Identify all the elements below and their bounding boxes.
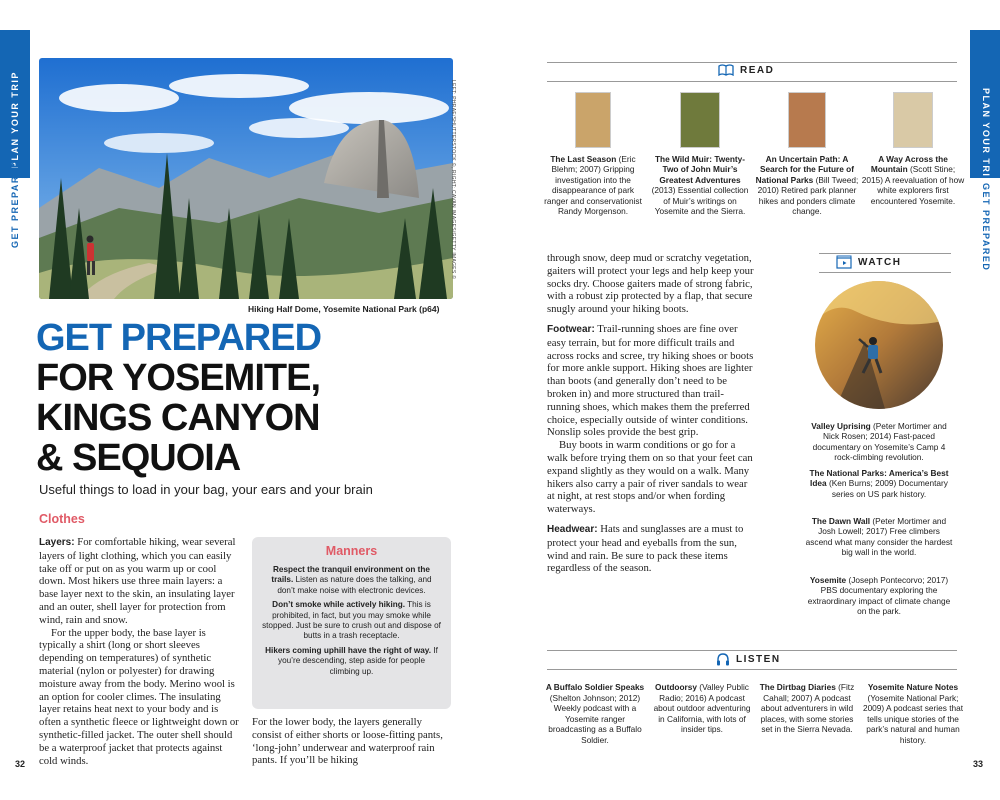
book-item [648, 92, 752, 216]
headphones-icon [716, 653, 730, 666]
photo-credit: LEFT: PHRAE/SHUTTERSTOCK ©, RIGHT: CAVAN IMAGES/GETTY IMAGES © [450, 80, 456, 280]
podcast-title: Outdoorsy [655, 682, 697, 692]
page-number-left: 32 [15, 759, 26, 769]
headwear-lead: Headwear: [547, 523, 598, 535]
title-line-2: FOR YOSEMITE, [36, 357, 321, 399]
headwear-paragraph [547, 523, 757, 575]
lower-body-paragraph: For the lower body, the layers generally consist of either shorts or loose-fitting pants, ‘long-john’ underwear and waterproof rain pants. If you’ll be hiking [252, 716, 443, 767]
watch-desc: (Peter Mortimer and Josh Lowell; 2017) Free climbers ascend what many consider the hardest big wall in the world. [805, 516, 953, 558]
watch-item [805, 421, 953, 463]
watch-title: The Dawn Wall [811, 516, 871, 526]
book-cover [680, 92, 720, 148]
manners-item: Don’t smoke while actively hiking. This is prohibited, in fact, but you may smoke while stopped. Just be sure to crush out and dispose of butts in a trash receptacle. [262, 600, 441, 641]
lower-body-text [252, 716, 448, 767]
book-cover [788, 92, 826, 148]
book-desc: (Scott Stine; 2015) A reevaluation of how white explorers first encountered Yosemite. [861, 164, 965, 206]
watch-title: The National Parks: America’s Best Idea [809, 468, 949, 489]
book-cover [893, 92, 933, 148]
watch-item [805, 575, 953, 617]
manners-item: Respect the tranquil environment on the trails. Listen as nature does the talking, and don’t make noise with electronic devices. [271, 565, 432, 595]
page-title [36, 318, 321, 478]
watch-item [805, 516, 953, 558]
layers-lead: Layers: [39, 537, 75, 548]
read-label [712, 64, 780, 76]
climber-photo [815, 281, 943, 409]
podcast-desc: (Valley Public Radio; 2016) A podcast about outdoor adventuring in California, with lots of insider tips. [653, 682, 751, 735]
headwear-text: Hats and sunglasses are a must to protect your head and eyeballs from the sun, wind and rain. Be sure to pack these items regardless of the season. [547, 522, 744, 575]
photo-caption: Hiking Half Dome, Yosemite National Park (p64) [248, 304, 440, 314]
podcast-title: The Dirtbag Diaries [759, 682, 836, 692]
book-item [541, 92, 645, 216]
read-rule-top [547, 62, 957, 63]
clothes-heading: Clothes [39, 512, 85, 526]
manners-heading: Manners [325, 544, 378, 558]
read-rule-bottom [547, 81, 957, 82]
side-tab-left [0, 30, 30, 248]
book-title: An Uncertain Path: A Search for the Future of National Parks [755, 154, 855, 185]
layers-paragraph [39, 536, 241, 627]
watch-desc: (Peter Mortimer and Nick Rosen; 2014) Fast-paced documentary on Yosemite’s Camp 4 rock-climbing revolution. [812, 421, 947, 463]
podcast-desc: (Shelton Johnson; 2012) Weekly podcast with a Yosemite ranger broadcasting as a Buffalo Soldier. [548, 692, 642, 745]
clothes-text-column [39, 536, 241, 767]
listen-rule-top [547, 650, 957, 651]
page-number-right: 33 [973, 759, 984, 769]
boots-paragraph: Buy boots in warm conditions or go for a walk before trying them on so that your feet can expand slightly as they would on a walk. Many hikers also carry a pair of river sandals to wear at night, at rest stops and/or when fording waterways. [547, 439, 753, 516]
podcast-desc: (Fitz Cahall; 2007) A podcast about adventurers in wild places, with some stories set in the Sierra Nevada. [760, 682, 855, 735]
book-desc: (2013) Essential collection of Muir’s writings on Yosemite and the Sierra. [651, 185, 749, 217]
page-subtitle: Useful things to load in your bag, your ears and your brain [39, 482, 373, 497]
book-title: The Last Season [550, 154, 617, 164]
watch-desc: (Ken Burns; 2009) Documentary series on US park history. [826, 478, 948, 499]
podcast-item [755, 682, 859, 735]
book-item [755, 92, 859, 216]
watch-label-text: WATCH [858, 256, 902, 268]
manners-item: Hikers coming uphill have the right of way. If you’re descending, step aside for people climbing up. [265, 645, 438, 676]
podcast-item [861, 682, 965, 746]
listen-label-text: LISTEN [736, 654, 781, 665]
listen-label [710, 653, 787, 666]
read-label-text: READ [740, 64, 775, 76]
title-line-4: & SEQUOIA [36, 437, 241, 479]
manners-box [252, 537, 451, 709]
book-title: A Way Across the Mountain [870, 154, 948, 175]
podcast-desc: (Yosemite National Park; 2009) A podcast series that tells unique stories of the park’s natural and human history. [862, 692, 964, 745]
upper-body-paragraph: For the upper body, the base layer is typically a shirt (long or short sleeves depending on temperatures) of synthetic material (nylon or polyester) for drawing moisture away from the body. Merino wool is an option for cooler climes. The insulating layer retains heat next to your body and is often a synthetic fleece or lightweight down or synthetic-filled jacket. The outer shell should be a waterproof jacket that protects against cold winds. [39, 626, 239, 767]
title-line-1: GET PREPARED [36, 317, 322, 359]
climber-illustration [815, 281, 943, 409]
listen-rule-bottom [547, 669, 957, 670]
side-tab-plan-label: PLAN YOUR TRIP [10, 71, 20, 168]
watch-item [805, 468, 953, 499]
footwear-lead: Footwear: [547, 323, 595, 335]
footwear-text: Trail-running shoes are fine over easy terrain, but for more difficult trails and across rocks and scree, try hiking shoes or boots for more ankle support. Hiking shoes are lighter than boots (and generally don’t need to be broken in) and more structured than trail-running shoes, which makes them the preferred choice, especially outside of winter conditions. Nonslip soles provide the best grip. [547, 322, 754, 439]
watch-title: Valley Uprising [811, 421, 871, 431]
side-tab-section-label: GET PREPARED [981, 183, 991, 272]
side-tab-right [970, 30, 1000, 272]
watch-rule-bottom [819, 272, 951, 273]
watch-rule-top [819, 253, 951, 254]
book-title: The Wild Muir: Twenty-Two of John Muir’s Greatest Adventures [654, 154, 746, 185]
podcast-title: Yosemite Nature Notes [867, 682, 959, 692]
title-line-3: KINGS CANYON [36, 397, 320, 439]
side-tab-section-label: GET PREPARED [10, 159, 20, 248]
podcast-title: A Buffalo Soldier Speaks [545, 682, 645, 692]
book-item [861, 92, 965, 206]
watch-title: Yosemite [809, 575, 847, 585]
book-icon [718, 64, 734, 76]
half-dome-photo [39, 58, 453, 299]
layers-text: For comfortable hiking, wear several layers of light clothing, which you can easily take off or put on as you warm up or cool down. Most hikers use three main layers: a base layer next to the skin, an insulating layer and an outer, shell layer for protection from wind, rain and snow. [39, 536, 236, 626]
half-dome-illustration [39, 58, 453, 299]
watch-desc: (Joseph Pontecorvo; 2017) PBS documentary exploring the extraordinary impact of climate change on the park. [807, 575, 951, 617]
podcast-item [650, 682, 754, 735]
film-icon [836, 255, 852, 269]
podcast-item [543, 682, 647, 746]
book-desc: (Bill Tweed; 2010) Retired park planner hikes and ponders climate change. [757, 174, 859, 217]
side-tab-plan-label: PLAN YOUR TRIP [981, 88, 991, 185]
gear-text-column [547, 252, 757, 575]
watch-label [832, 255, 905, 269]
book-cover [575, 92, 611, 148]
book-desc: (Eric Blehm; 2007) Gripping investigation into the disappearance of park ranger and conservationist Randy Morgenson. [544, 154, 642, 217]
footwear-paragraph [547, 323, 757, 439]
gaiters-paragraph: through snow, deep mud or scratchy vegetation, gaiters will protect your legs and help keep your socks dry. Choose gaiters made of strong fabric, with a robust zip protected by a flap, that secure snugly around your hiking boots. [547, 252, 754, 316]
